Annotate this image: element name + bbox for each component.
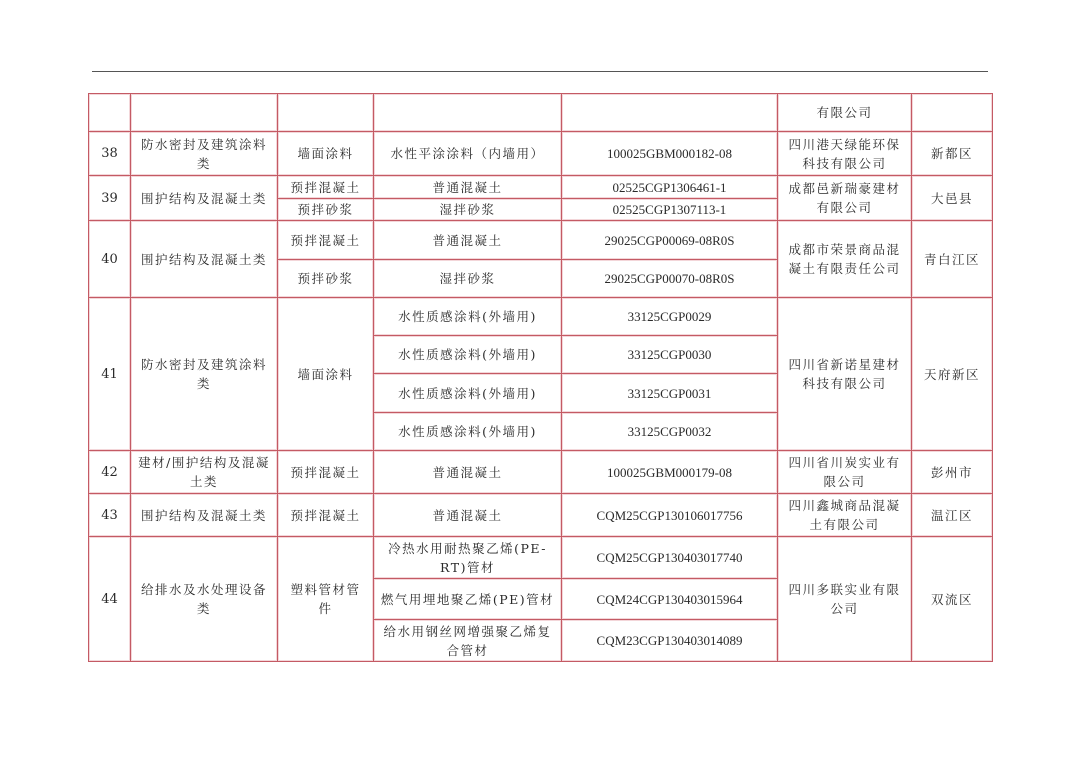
row-number: 40: [89, 221, 131, 298]
row-number: 39: [89, 176, 131, 221]
category-cell: 给排水及水处理设备类: [131, 537, 278, 662]
company-cell: 四川省新诺星建材科技有限公司: [778, 298, 912, 451]
row-number: 38: [89, 132, 131, 176]
category-cell: 防水密封及建筑涂料类: [131, 298, 278, 451]
certificate-code-cell: 02525CGP1307113-1: [562, 199, 778, 221]
product-cell: 水性质感涂料(外墙用): [374, 374, 562, 413]
company-cell: 四川省川炭实业有限公司: [778, 451, 912, 494]
subcategory-cell: 预拌混凝土: [278, 176, 374, 199]
certificate-code-cell: CQM24CGP130403015964: [562, 579, 778, 620]
product-cell: 普通混凝土: [374, 451, 562, 494]
subcategory-cell: 预拌砂浆: [278, 199, 374, 221]
certificate-code-cell: CQM25CGP130106017756: [562, 494, 778, 537]
certificate-code-cell: 29025CGP00069-08R0S: [562, 221, 778, 260]
product-cell: 普通混凝土: [374, 176, 562, 199]
row-number: 44: [89, 537, 131, 662]
category-cell: [131, 94, 278, 132]
certificate-code-cell: 33125CGP0032: [562, 413, 778, 451]
subcategory-cell: 预拌混凝土: [278, 494, 374, 537]
certificate-code-cell: 33125CGP0031: [562, 374, 778, 413]
certification-table: [88, 93, 993, 662]
district-cell: 天府新区: [912, 298, 993, 451]
table-row: [89, 221, 993, 260]
category-cell: 防水密封及建筑涂料类: [131, 132, 278, 176]
table-row: [89, 94, 993, 132]
product-cell: 冷热水用耐热聚乙烯(PE-RT)管材: [374, 537, 562, 579]
certificate-code-cell: 100025GBM000182-08: [562, 132, 778, 176]
certificate-code-cell: [562, 94, 778, 132]
subcategory-cell: [278, 94, 374, 132]
product-cell: 普通混凝土: [374, 494, 562, 537]
company-cell: 四川鑫城商品混凝土有限公司: [778, 494, 912, 537]
company-cell: 成都市荣景商品混凝土有限责任公司: [778, 221, 912, 298]
district-cell: 彭州市: [912, 451, 993, 494]
table-row: [89, 176, 993, 199]
product-cell: 给水用钢丝网增强聚乙烯复合管材: [374, 620, 562, 662]
certificate-code-cell: 33125CGP0030: [562, 336, 778, 374]
certificate-code-cell: 02525CGP1306461-1: [562, 176, 778, 199]
subcategory-cell: 塑料管材管件: [278, 537, 374, 662]
product-cell: 水性平涂涂料（内墙用）: [374, 132, 562, 176]
district-cell: 温江区: [912, 494, 993, 537]
certificate-code-cell: 100025GBM000179-08: [562, 451, 778, 494]
product-cell: [374, 94, 562, 132]
product-cell: 普通混凝土: [374, 221, 562, 260]
product-cell: 水性质感涂料(外墙用): [374, 298, 562, 336]
row-number: 42: [89, 451, 131, 494]
company-cell: 四川港天绿能环保科技有限公司: [778, 132, 912, 176]
subcategory-cell: 墙面涂料: [278, 298, 374, 451]
row-number: 41: [89, 298, 131, 451]
product-cell: 水性质感涂料(外墙用): [374, 336, 562, 374]
row-number: [89, 94, 131, 132]
product-cell: 湿拌砂浆: [374, 260, 562, 298]
district-cell: 青白江区: [912, 221, 993, 298]
subcategory-cell: 预拌混凝土: [278, 451, 374, 494]
subcategory-cell: 预拌混凝土: [278, 221, 374, 260]
header-rule: [92, 71, 988, 72]
product-cell: 燃气用埋地聚乙烯(PE)管材: [374, 579, 562, 620]
district-cell: [912, 94, 993, 132]
table-row: [89, 494, 993, 537]
district-cell: 大邑县: [912, 176, 993, 221]
company-cell: 四川多联实业有限公司: [778, 537, 912, 662]
certificate-code-cell: CQM23CGP130403014089: [562, 620, 778, 662]
company-cell: 有限公司: [778, 94, 912, 132]
product-cell: 水性质感涂料(外墙用): [374, 413, 562, 451]
subcategory-cell: 预拌砂浆: [278, 260, 374, 298]
table-row: [89, 451, 993, 494]
certificate-code-cell: CQM25CGP130403017740: [562, 537, 778, 579]
table-row: [89, 298, 993, 336]
category-cell: 围护结构及混凝土类: [131, 176, 278, 221]
certificate-code-cell: 29025CGP00070-08R0S: [562, 260, 778, 298]
category-cell: 围护结构及混凝土类: [131, 221, 278, 298]
company-cell: 成都邑新瑞豪建材有限公司: [778, 176, 912, 221]
certificate-code-cell: 33125CGP0029: [562, 298, 778, 336]
table-row: [89, 537, 993, 579]
row-number: 43: [89, 494, 131, 537]
table-row: [89, 132, 993, 176]
product-cell: 湿拌砂浆: [374, 199, 562, 221]
subcategory-cell: 墙面涂料: [278, 132, 374, 176]
district-cell: 新都区: [912, 132, 993, 176]
district-cell: 双流区: [912, 537, 993, 662]
category-cell: 围护结构及混凝土类: [131, 494, 278, 537]
category-cell: 建材/围护结构及混凝土类: [131, 451, 278, 494]
